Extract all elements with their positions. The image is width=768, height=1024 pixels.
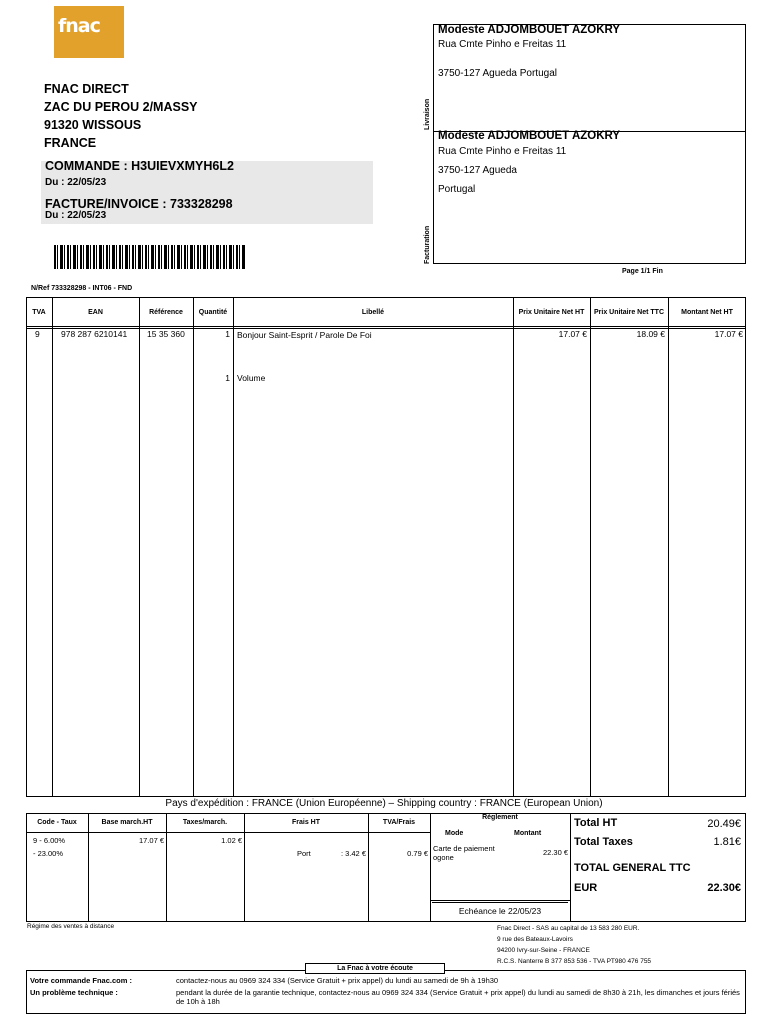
company-info	[497, 923, 651, 967]
tax-header-reglement: Règlement	[482, 814, 518, 821]
fnac-logo	[54, 6, 137, 69]
port-label: Port	[297, 849, 311, 858]
cell-unit-price-ttc: 18.09 €	[636, 329, 665, 339]
column-divider	[233, 297, 234, 797]
cell-label: Volume	[237, 373, 266, 383]
cell-unit-price-ht: 17.07 €	[558, 329, 587, 339]
company-line: 94200 Ivry-sur-Seine - FRANCE	[497, 947, 590, 954]
cell-total-ht: 17.07 €	[714, 329, 743, 339]
company-line: Fnac Direct - SAS au capital de 13 583 280 EUR.	[497, 925, 640, 932]
echeance-divider	[432, 902, 568, 903]
contact-label-technical: Un problème technique :	[30, 988, 118, 997]
order-number: COMMANDE : H3UIEVXMYH6L2	[45, 159, 234, 173]
billing-name: Modeste ADJOMBOUET AZOKRY	[438, 130, 621, 142]
total-general-value: 22.30€	[707, 882, 741, 894]
company-line: 9 rue des Bateaux-Lavoirs	[497, 936, 573, 943]
cell-reference: 15 35 360	[147, 329, 185, 339]
cell-quantity: 1	[225, 329, 230, 339]
tax-header-taxes: Taxes/march.	[182, 819, 228, 826]
tax-header-mode: Mode	[445, 830, 464, 837]
column-header: Référence	[149, 309, 183, 316]
barcode	[54, 245, 246, 269]
cell-quantity: 1	[225, 373, 230, 383]
contact-text-technical: pendant la durée de la garantie technique, contactez-nous au 0969 324 334 (Service Gratuit + prix appel) du lundi au samedi de 8h30 à 21h, les dimanches et jours fériés de 10h à 18h	[176, 988, 740, 1006]
reference: N/Ref 733328298 - INT06 - FND	[31, 285, 133, 292]
table-header-divider	[26, 326, 746, 327]
total-taxes-value: 1.81€	[713, 836, 741, 848]
column-header: TVA	[32, 309, 46, 316]
sender-line: FNAC DIRECT	[44, 82, 129, 96]
total-ht-label: Total HT	[574, 817, 618, 829]
tax-column-divider	[570, 813, 571, 922]
column-header: Prix Unitaire Net TTC	[593, 309, 664, 316]
column-header: Quantité	[198, 309, 228, 316]
contact-header: La Fnac à votre écoute	[305, 963, 445, 974]
cell-label: Bonjour Saint-Esprit / Parole De Foi	[237, 330, 372, 340]
column-header: EAN	[88, 309, 103, 316]
column-header: Montant Net HT	[681, 309, 733, 316]
tax-column-divider	[244, 813, 245, 922]
address-box	[433, 24, 746, 264]
column-divider	[668, 297, 669, 797]
tax-header-base: Base march.HT	[101, 819, 153, 826]
tax-column-divider	[368, 813, 369, 922]
tax-header-frais: Frais HT	[291, 819, 320, 826]
sender-line: 91320 WISSOUS	[44, 118, 142, 132]
billing-city: 3750-127 Agueda	[438, 165, 517, 176]
logo-text: fnac	[58, 15, 100, 37]
tax-header-montant: Montant	[514, 830, 542, 837]
tva-frais-value: 0.79 €	[407, 849, 428, 858]
tax-header-divider	[26, 832, 430, 833]
currency-label: EUR	[574, 882, 598, 894]
billing-street: Rua Cmte Pinho e Freitas 11	[438, 146, 567, 157]
tax-code-rate: - 23.00%	[33, 849, 64, 858]
delivery-label: Livraison	[424, 98, 431, 130]
tax-header-code: Code - Taux	[37, 819, 77, 826]
total-general-label: TOTAL GENERAL TTC	[574, 862, 691, 874]
column-divider	[139, 297, 140, 797]
items-table	[26, 297, 746, 797]
column-header: Libellé	[361, 309, 385, 316]
delivery-name: Modeste ADJOMBOUET AZOKRY	[438, 24, 621, 36]
column-divider	[52, 297, 53, 797]
page-info: Page 1/1 Fin	[622, 268, 663, 275]
cell-tva: 9	[35, 329, 40, 339]
column-header: Prix Unitaire Net HT	[518, 309, 585, 316]
tax-base: 17.07 €	[138, 836, 164, 845]
sender-line: FRANCE	[44, 136, 97, 150]
tax-header-tva-frais: TVA/Frais	[382, 819, 416, 826]
sender-line: ZAC DU PEROU 2/MASSY	[44, 100, 198, 114]
shipping-country: Pays d'expédition : FRANCE (Union Européenne) – Shipping country : FRANCE (European Union)	[165, 798, 603, 809]
payment-amount: 22.30 €	[542, 848, 568, 857]
delivery-street: Rua Cmte Pinho e Freitas 11	[438, 39, 567, 50]
contact-label-order: Votre commande Fnac.com :	[30, 976, 132, 985]
column-divider	[193, 297, 194, 797]
invoice-number: FACTURE/INVOICE : 733328298	[45, 197, 233, 211]
port-value: : 3.42 €	[340, 849, 366, 858]
total-ht-value: 20.49€	[707, 818, 741, 830]
payment-mode: Carte de paiement ogone	[433, 844, 495, 862]
tax-column-divider	[166, 813, 167, 922]
invoice-date: Du : 22/05/23	[45, 210, 107, 221]
tax-code-rate: 9 - 6.00%	[33, 836, 66, 845]
order-date: Du : 22/05/23	[45, 177, 107, 188]
billing-label: Facturation	[424, 225, 431, 264]
column-divider	[513, 297, 514, 797]
total-taxes-label: Total Taxes	[574, 836, 633, 848]
delivery-city: 3750-127 Agueda Portugal	[438, 68, 557, 79]
due-date: Echéance le 22/05/23	[458, 906, 542, 916]
company-line: R.C.S. Nanterre B 377 853 536 - TVA PT980 476 755	[497, 958, 652, 965]
tax-column-divider	[88, 813, 89, 922]
billing-country: Portugal	[438, 184, 476, 195]
column-divider	[590, 297, 591, 797]
echeance-divider	[430, 900, 570, 901]
tax-amount: 1.02 €	[221, 836, 242, 845]
sender-address	[44, 80, 198, 152]
contact-text-order: contactez-nous au 0969 324 334 (Service Gratuit + prix appel) du lundi au samedi de 9h à 19h30	[176, 976, 499, 985]
regime-note: Régime des ventes à distance	[27, 923, 115, 930]
cell-ean: 978 287 6210141	[61, 329, 128, 339]
logo-suffix: .com	[119, 28, 137, 69]
